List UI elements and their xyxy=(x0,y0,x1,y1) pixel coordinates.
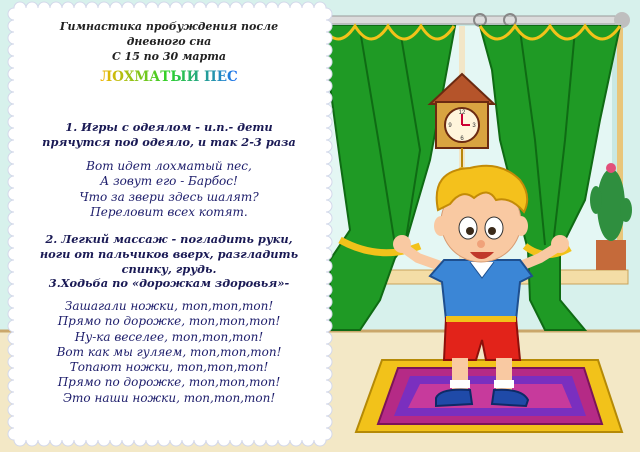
clock-numeral-3: 3 xyxy=(472,123,476,129)
clock-numeral-9: 9 xyxy=(448,123,452,129)
section-2-line-3: спинку, грудь. xyxy=(121,262,217,276)
verse-line: Это наши ножки, топ,топ,топ! xyxy=(62,390,276,405)
verse-line: Топают ножки, топ,топ,топ! xyxy=(69,360,269,375)
section-3: 3.Ходьба по «дорожкам здоровья»- xyxy=(48,276,290,290)
verse-line: Прямо по дорожке, топ,топ,топ! xyxy=(57,314,281,329)
verse-1 xyxy=(24,159,314,220)
section-2-line-1: 2. Легкий массаж - погладить руки, xyxy=(45,232,293,246)
header-line-2: дневного сна xyxy=(126,35,212,48)
verse-line: Вот идет лохматый пес, xyxy=(86,159,252,173)
verse-line: Что за звери здесь шалят? xyxy=(79,189,259,204)
section-1-line-2: прячутся под одеяло, и так 2-3 раза xyxy=(42,135,296,149)
verse-line: Зашагали ножки, топ,топ,топ! xyxy=(64,299,274,313)
header-line-3: С 15 по 30 марта xyxy=(111,50,227,63)
verse-line: Прямо по дорожке, топ,топ,топ! xyxy=(57,375,281,390)
rug xyxy=(356,360,622,432)
verse-line: А зовут его - Барбос! xyxy=(100,174,238,189)
clock-numeral-12: 12 xyxy=(458,110,466,116)
verse-line: Вот как мы гуляем, топ,топ,топ! xyxy=(56,344,282,359)
verse-line: Ну-ка веселее, топ,топ,топ! xyxy=(74,329,264,344)
session-header xyxy=(24,19,314,64)
section-2 xyxy=(24,232,314,277)
clock-numeral-6: 6 xyxy=(460,136,464,142)
poem-title: ЛОХМАТЫЙ ПЕС xyxy=(24,70,314,85)
verse-2 xyxy=(24,299,314,406)
section-1-line-1: 1. Игры с одеялом - и.п.- дети xyxy=(65,120,273,134)
section-1 xyxy=(24,120,314,150)
curtain-rod xyxy=(318,16,622,24)
header-line-1: Гимнастика пробуждения после xyxy=(59,20,279,33)
verse-line: Переловит всех котят. xyxy=(90,204,248,219)
section-2-line-2: ноги от пальчиков вверх, разгладить xyxy=(39,247,299,261)
